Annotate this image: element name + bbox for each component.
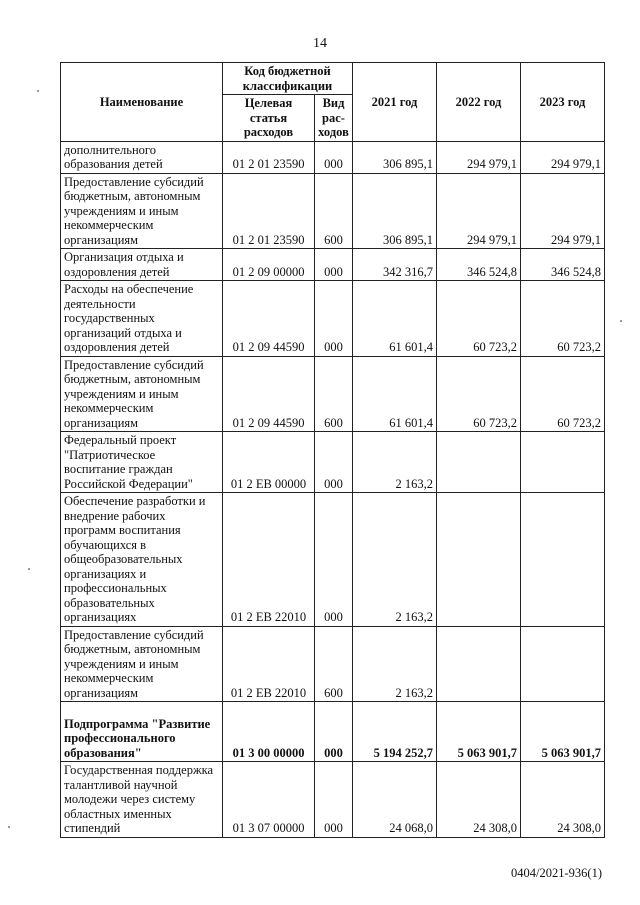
row-value-2023: 60 723,2 [521, 281, 605, 357]
row-target-article: 01 2 01 23590 [223, 173, 315, 249]
table-row [61, 173, 605, 249]
row-target-article: 01 3 07 00000 [223, 762, 315, 838]
row-name: Предоставление субсидий бюджетным, автономным учреждениям и иным некоммерческим организациям [61, 173, 223, 249]
row-value-2021: 2 163,2 [353, 626, 437, 702]
row-value-2022 [437, 626, 521, 702]
row-target-article: 01 2 09 00000 [223, 249, 315, 281]
row-name: Обеспечение разработки и внедрение рабочих программ воспитания обучающихся в общеобразовательных организациях и профессиональных образовательных организациях [61, 493, 223, 627]
row-expense-type: 000 [315, 493, 353, 627]
row-value-2022 [437, 432, 521, 493]
header-name: Наименование [61, 63, 223, 142]
row-value-2021: 2 163,2 [353, 432, 437, 493]
row-target-article: 01 2 ЕВ 00000 [223, 432, 315, 493]
row-expense-type: 000 [315, 762, 353, 838]
row-value-2023: 294 979,1 [521, 173, 605, 249]
row-expense-type: 000 [315, 249, 353, 281]
row-target-article: 01 3 00 00000 [223, 702, 315, 762]
row-value-2021: 306 895,1 [353, 141, 437, 173]
row-value-2021: 61 601,4 [353, 281, 437, 357]
row-name: дополнительного образования детей [61, 141, 223, 173]
row-target-article: 01 2 ЕВ 22010 [223, 626, 315, 702]
table-row [61, 281, 605, 357]
scan-speck [8, 826, 10, 828]
row-value-2023 [521, 493, 605, 627]
row-value-2022: 60 723,2 [437, 356, 521, 432]
table-row [61, 626, 605, 702]
table-row [61, 356, 605, 432]
table-row [61, 702, 605, 762]
header-year-2021: 2021 год [353, 63, 437, 142]
row-value-2021: 342 316,7 [353, 249, 437, 281]
row-value-2022: 60 723,2 [437, 281, 521, 357]
row-target-article: 01 2 09 44590 [223, 356, 315, 432]
row-value-2023: 60 723,2 [521, 356, 605, 432]
row-expense-type: 000 [315, 141, 353, 173]
row-expense-type: 600 [315, 626, 353, 702]
row-target-article: 01 2 01 23590 [223, 141, 315, 173]
table-row [61, 493, 605, 627]
row-value-2023: 346 524,8 [521, 249, 605, 281]
table-row [61, 432, 605, 493]
header-year-2022: 2022 год [437, 63, 521, 142]
row-value-2022: 294 979,1 [437, 173, 521, 249]
row-expense-type: 600 [315, 173, 353, 249]
scan-speck [620, 320, 622, 322]
row-expense-type: 000 [315, 281, 353, 357]
budget-table [60, 62, 605, 838]
row-target-article: 01 2 09 44590 [223, 281, 315, 357]
table-row [61, 249, 605, 281]
header-year-2023: 2023 год [521, 63, 605, 142]
document-reference: 0404/2021-936(1) [511, 866, 602, 880]
row-value-2021: 5 194 252,7 [353, 702, 437, 762]
header-target-article: Целевая статья расходов [223, 95, 315, 142]
row-expense-type: 000 [315, 702, 353, 762]
row-name: Предоставление субсидий бюджетным, автономным учреждениям и иным некоммерческим организациям [61, 626, 223, 702]
header-expense-type: Вид рас-ходов [315, 95, 353, 142]
table-row [61, 762, 605, 838]
row-value-2023 [521, 626, 605, 702]
header-code-group: Код бюджетной классификации [223, 63, 353, 95]
scan-speck [37, 90, 39, 92]
row-expense-type: 000 [315, 432, 353, 493]
row-name: Расходы на обеспечение деятельности государственных организаций отдыха и оздоровления детей [61, 281, 223, 357]
page-number: 14 [313, 36, 327, 51]
row-name: Предоставление субсидий бюджетным, автономным учреждениям и иным некоммерческим организациям [61, 356, 223, 432]
row-value-2021: 24 068,0 [353, 762, 437, 838]
row-value-2023 [521, 432, 605, 493]
row-value-2022: 346 524,8 [437, 249, 521, 281]
row-value-2021: 306 895,1 [353, 173, 437, 249]
row-value-2023: 5 063 901,7 [521, 702, 605, 762]
row-value-2022: 24 308,0 [437, 762, 521, 838]
row-name: Государственная поддержка талантливой научной молодежи через систему областных именных стипендий [61, 762, 223, 838]
row-name: Федеральный проект "Патриотическое воспитание граждан Российской Федерации" [61, 432, 223, 493]
row-value-2022: 5 063 901,7 [437, 702, 521, 762]
row-target-article: 01 2 ЕВ 22010 [223, 493, 315, 627]
row-value-2021: 61 601,4 [353, 356, 437, 432]
row-value-2023: 24 308,0 [521, 762, 605, 838]
scan-speck [28, 568, 30, 570]
row-name: Подпрограмма "Развитие профессионального образования" [61, 702, 223, 762]
row-value-2021: 2 163,2 [353, 493, 437, 627]
table-row [61, 141, 605, 173]
row-value-2023: 294 979,1 [521, 141, 605, 173]
row-name: Организация отдыха и оздоровления детей [61, 249, 223, 281]
row-expense-type: 600 [315, 356, 353, 432]
row-value-2022: 294 979,1 [437, 141, 521, 173]
row-value-2022 [437, 493, 521, 627]
